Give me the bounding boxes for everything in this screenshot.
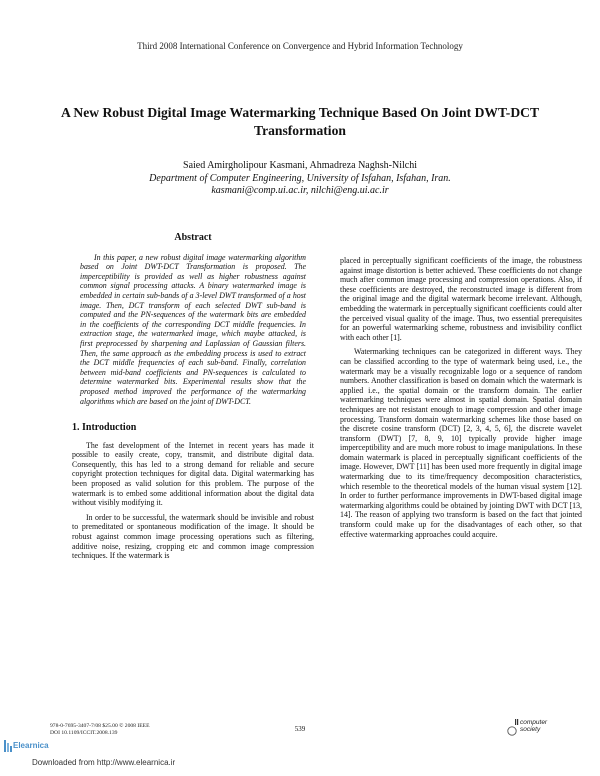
- conference-header: Third 2008 International Conference on Convergence and Hybrid Information Technology: [137, 41, 463, 51]
- left-column: [72, 233, 314, 753]
- computer-society-mark-icon: [507, 719, 519, 737]
- footer-doi: DOI 10.1109/ICCIT.2008.139: [50, 730, 118, 736]
- author-names: Saied Amirgholipour Kasmani, Ahmadreza Naghsh-Nilchi: [183, 160, 417, 171]
- introduction-heading: 1. Introduction: [72, 422, 137, 434]
- intro-paragraph-1: The fast development of the Internet in recent years has made it possible to easily create, copy, transmit, and distribute digital data. Consequently, this has led to a strong demand for reliable and secure copyright protection techniques for digital data. Digital watermarking has been proposed as valid solution for this problem. The purpose of the watermark is to embed some additional information about the digital data without visibly modifying it.: [72, 440, 314, 508]
- footer-isbn: 978-0-7695-3407-7/08 $25.00 © 2008 IEEE: [50, 723, 150, 729]
- affiliation: Department of Computer Engineering, University of Isfahan, Isfahan, Iran.: [149, 172, 451, 184]
- intro-paragraph-2: In order to be successful, the watermark should be invisible and robust to premeditated or spontaneous modification of the image. It should be robust against common image processing operations such as filtering, additive noise, resizing, cropping etc and common image compression techniques. If the watermark is: [72, 512, 314, 561]
- right-paragraph-2: Watermarking techniques can be categorized in different ways. They can be classified according to the type of watermark being used, i.e., the watermark may be a visually recognizable logo or a sequence of random numbers. Another classification is based on domain which the watermark is applied i.e., the spatial domain or the transform domain. The earlier watermarking techniques were almost in spatial domain. Spatial domain techniques are not resistant enough to image compression and other image processing. Transform domain watermarking schemes like those based on the discrete cosine transform (DCT) [2, 3, 4, 5, 6], the discrete wavelet transform (DWT) [7, 8, 9, 10] typically provide higher image imperceptibility and are much more robust to image manipulations. In these domain watermark is placed in perceptually significant coefficients of the image. However, DWT [11] has been used more frequently in digital image watermarking due to its time/frequency decomposition characteristics, which resemble to the theoretical models of the human visual system [12]. In order to further performance improvements in DWT-based digital image watermarking algorithms could be obtained by jointing DWT with DCT [13, 14]. The reason of applying two transform is based on the fact that jointed transform could make up for the disadvantages of each other, so that effective watermarking approaches could acquire.: [340, 347, 582, 539]
- elearnica-text: Elearnica: [13, 741, 49, 750]
- computer-society-logo: [507, 717, 551, 741]
- author-emails: kasmani@comp.ui.ac.ir, nilchi@eng.ui.ac.ir: [211, 185, 389, 196]
- logo-line-2: society: [520, 725, 541, 733]
- abstract-text: In this paper, a new robust digital image watermarking algorithm based on Joint DWT-DCT Transformation is proposed. The imperceptibility is provided as well as higher robustness against common signal processing attacks. A binary watermarked image is embedded in certain sub-bands of a 3-level DWT transformed of a host image. Then, DCT transform of each selected DWT sub-band is computed and the PN-sequences of the watermark bits are embedded in the coefficients of the corresponding DCT middle frequencies. In extraction stage, the watermarked image, which maybe attacked, is first preprocessed by sharpening and Laplassian of Gaussian filters. Then, the same approach as the embedding process is used to extract the DCT middle frequencies of each sub-band. Finally, correlation between mid-band coefficients and PN-sequences is calculated to determine watermarked bits. Experimental results show that the proposed method improved the performance of the watermarking algorithms which are based on the joint of DWT-DCT.: [80, 252, 306, 406]
- right-column: [340, 256, 582, 696]
- elearnica-logo: [3, 738, 49, 754]
- download-note[interactable]: Downloaded from http://www.elearnica.ir: [32, 758, 176, 767]
- page-number: 539: [294, 725, 306, 733]
- logo-line-1: computer: [520, 719, 548, 726]
- paper-title: A New Robust Digital Image Watermarking Technique Based On Joint DWT-DCT Transformation: [60, 105, 540, 138]
- computer-society-text: [520, 720, 547, 734]
- right-paragraph-1: placed in perceptually significant coefficients of the image, the robustness against image distortion is better achieved. These coefficients do not change much after common image processing and compression operations. Also, if these coefficients are destroyed, the reconstructed image is different from the original image and the digital watermark become irrelevant. Although, embedding the watermark in perceptually significant coefficients could alter the perceived visual quality of the image. Thus, two essential prerequisites for an powerful watermarking scheme, robustness and invisibility conflict with each other [1].: [340, 256, 582, 342]
- elearnica-mark-icon: [3, 739, 13, 753]
- author-block: [0, 160, 600, 198]
- abstract-heading: Abstract: [174, 233, 212, 243]
